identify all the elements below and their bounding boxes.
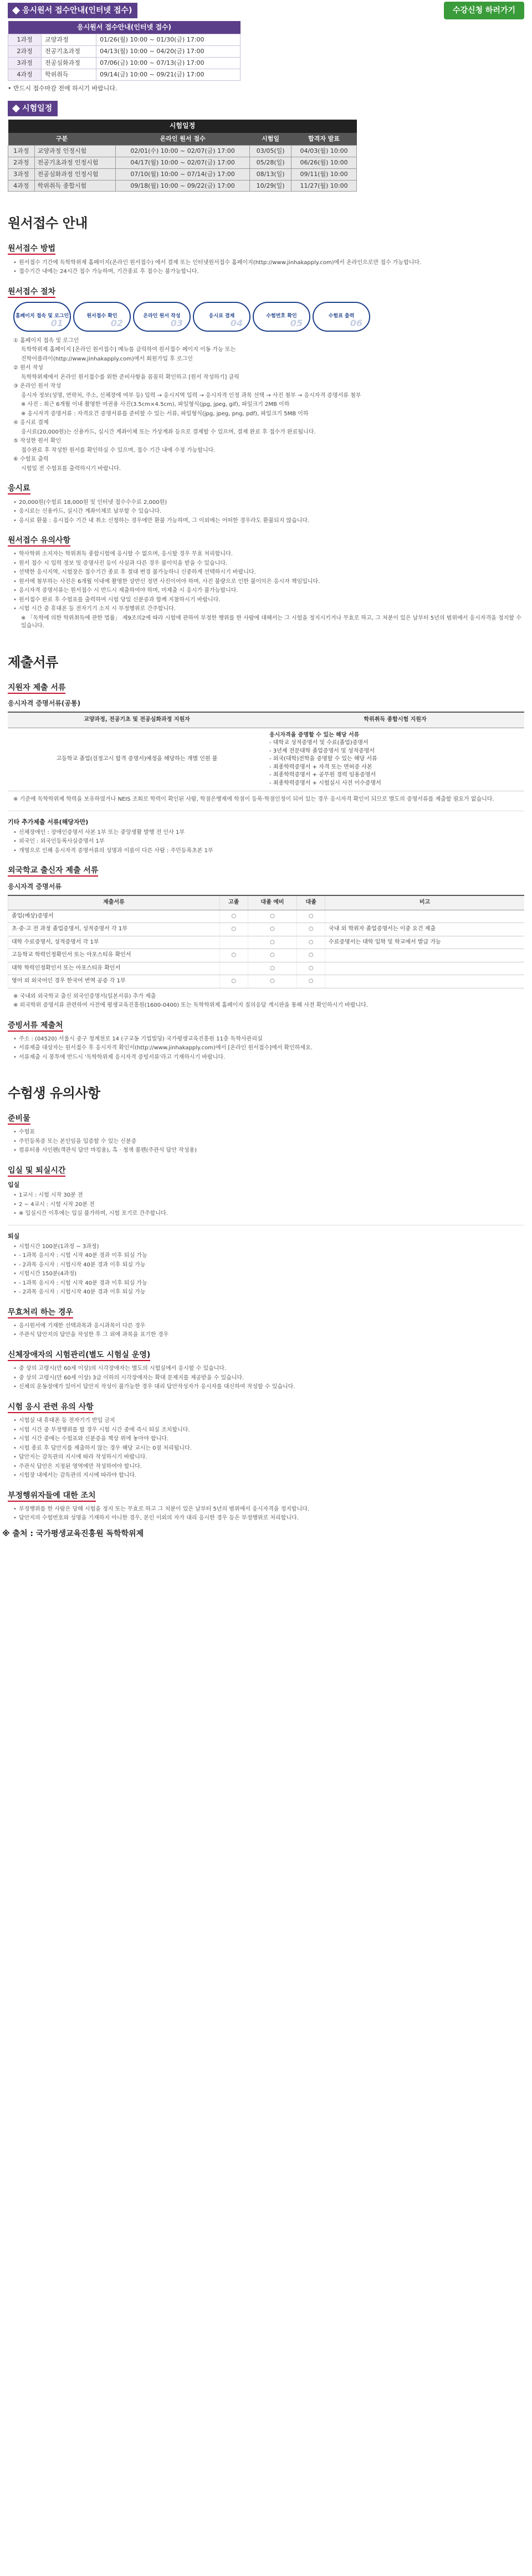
procedure-step-label: 온라인 원서 작성 [143,313,181,320]
submit-item: • 서류제출 시 봉투에 반드시 '독학학위제 응시자격 증빙서류'라고 기재하시기 바랍니다. [13,1054,524,1062]
apply-row [8,46,241,58]
exam-schedule-table [8,120,357,192]
exam-cell: 전공기초과정 인정시험 [34,157,116,168]
items-list [13,1129,524,1155]
fee-item: • 응시료는 신용카드, 실시간 계좌이체로 납부할 수 있습니다. [13,508,524,516]
exam-cell: 04/03(월) 10:00 [291,145,357,157]
rule-item: • 답안지는 감독관의 지시에 따라 작성하시기 바랍니다. [13,1454,524,1462]
exit-list [13,1243,524,1297]
apply-table-caption: 응시원서 접수안내(인터넷 접수) [8,21,241,34]
foreign-docs-heading: 외국학교 출신자 제출 서류 [8,865,524,876]
procedure-step-number: 06 [350,317,362,328]
apply-cell: 07/06(금) 10:00 ~ 07/13(금) 17:00 [96,58,241,69]
procedure-details [13,337,524,473]
apply-cell: 04/13(월) 10:00 ~ 04/20(금) 17:00 [96,46,241,58]
absence-heading: 무효처리 하는 경우 [8,1307,524,1318]
foreign-cell: ○ [248,923,297,936]
fee-list [13,499,524,525]
foreign-row [8,936,525,949]
exit-item: • - 1과목 응시자 : 시험 시작 40분 경과 이후 퇴실 가능 [13,1280,524,1288]
foreign-cell: ○ [219,923,248,936]
foreign-cell: 초·중·고 전 과정 졸업증명서, 성적증명서 각 1부 [8,923,220,936]
exam-cell: 04/17(월) 10:00 ~ 02/07(금) 17:00 [116,157,250,168]
applicant-right-cell [266,728,524,791]
exam-cell: 전공심화과정 인정시험 [34,168,116,180]
entry-heading: 입실 및 퇴실시간 [8,1165,524,1176]
foreign-note: ※ 외국학위 증명서류 관련하여 사전에 평생교육진흥원(1600-0400) 또는 독학학위제 홈페이지 질의응답 게시판을 통해 사전 확인하시기 바랍니다. [13,1002,369,1009]
foreign-cell [219,936,248,949]
foreign-header: 제출서류 [8,895,220,910]
exam-header-date: 시험일 [250,133,291,145]
exit-item: • - 1과목 응시자 : 시험 시작 40분 경과 이후 퇴실 가능 [13,1252,524,1260]
procedure-detail: ④ 응시료 결제 [13,420,49,426]
foreign-cell: ○ [248,910,297,923]
foreign-cell: 영어 외 외국어인 경우 한국어 번역 공증 각 1부 [8,975,220,988]
rule-item: • 주관식 답안은 지정된 영역에만 작성하여야 합니다. [13,1463,524,1471]
extra-docs-list [13,829,524,856]
exam-row [8,145,357,157]
law-note-block [13,615,524,631]
exit-item: • - 2과목 응시자 : 시험시작 40분 경과 이후 퇴실 가능 [13,1289,524,1297]
foreign-header: 고졸 [219,895,248,910]
foreign-docs-table [8,895,524,988]
required-item: • 주민등록증 또는 본인임을 입증할 수 있는 신분증 [13,1138,524,1146]
apply-cell: 09/14(금) 10:00 ~ 09/21(금) 17:00 [96,69,241,81]
exam-cell: 07/10(월) 10:00 ~ 07/14(금) 17:00 [116,168,250,180]
procedure-heading: 원서접수 절차 [8,286,524,297]
applicant-right-item: - 3년제 전문대학 졸업증명서 및 성적증명서 [269,748,375,754]
rules-list [13,1417,524,1480]
extra-doc-item: • 신체장애인 : 장애인증명서 사본 1부 또는 중앙생활 발행 전 인사 1부 [13,829,524,837]
rule-item: • 시험장 내에서는 감독관의 지시에 따라야 합니다. [13,1472,524,1480]
applicant-right-item: - 외국(대학)전학을 증명할 수 있는 해당 서류 [269,756,377,763]
apply-course-button[interactable]: 수강신청 하러가기 [444,2,524,19]
procedure-step [253,302,310,332]
exam-schedule-badge-label: 시험일정 [22,104,53,114]
procedure-step-label: 수험번호 확인 [266,313,297,320]
foreign-cell: 대학 수료증명서, 성적증명서 각 1부 [8,936,220,949]
exam-cell: 2과정 [8,157,35,168]
entry-title: 입실 [8,1181,20,1189]
exam-cell: 06/26(월) 10:00 [291,157,357,168]
foreign-cell: 졸업(예상)증명서 [8,910,220,923]
caution-item: • 응시자격 증명서류는 원서접수 시 반드시 제출하여야 하며, 미제출 시 응시가 불가능합니다. [13,587,524,595]
exit-item: • - 2과목 응시자 : 시험시작 40분 경과 이후 퇴실 가능 [13,1261,524,1270]
procedure-detail: ③ 온라인 원서 작성 [13,383,62,390]
submit-heading: 증빙서류 제출처 [8,1020,524,1031]
procedure-step-label: 응시료 결제 [208,313,235,320]
required-item: • 수험표 [13,1129,524,1137]
applicant-left-cell: 고등학교 졸업(검정고시 합격 증명서)예정을 해당하는 개별 인원 불 [8,728,266,791]
apply-cell: 학위취득 [42,69,96,81]
exam-cell: 교양과정 인정시험 [34,145,116,157]
foreign-cell: ○ [297,975,325,988]
extra-doc-item: • 개명으로 인해 응시자격 증명서류의 성명과 이름이 다른 사람 : 주민등록초본 1부 [13,847,524,856]
exam-row [8,180,357,192]
foreign-cell: ○ [297,910,325,923]
disability-item: • 신체의 운동장애가 있어서 답안지 작성이 불가능한 경우 대리 답안작성자가 응시자를 대신하여 작성할 수 있습니다. [13,1383,524,1392]
caution-item: • 시험 시간 중 휴대폰 등 전자기기 소지 시 부정행위로 간주합니다. [13,605,524,614]
foreign-cell: ○ [297,936,325,949]
fee-heading: 응시료 [8,483,524,494]
diamond-icon [12,105,20,112]
exit-item: • 시험시간 100분(1과정 ~ 3과정) [13,1243,524,1251]
applicant-right-item: - 대학교 성적증명서 및 수료(졸업)증명서 [269,740,369,746]
disability-list [13,1365,524,1392]
exam-table-caption: 시험일정 [8,120,357,132]
apply-row [8,69,241,81]
exam-row [8,168,357,180]
procedure-detail: ② 원서 작성 [13,365,43,372]
procedure-detail: 접수완료 후 작성한 원서를 확인하실 수 있으며, 접수 기간 내에 수정 가능합니다. [21,447,216,454]
entry-item: • 2 ~ 4교시 : 시험 시작 20분 전 [13,1201,524,1209]
exam-cell: 10/29(일) [250,180,291,192]
extra-docs-heading: 기타 추가제출 서류(해당자만) [8,818,89,826]
procedure-detail: 시험일 전 수험표를 출력하시기 바랍니다. [21,465,121,472]
apply-cell: 2과정 [8,46,42,58]
foreign-cell: ○ [248,962,297,975]
foreign-header: 대졸 예비 [248,895,297,910]
submit-list [13,1035,524,1062]
foreign-docs-subheading: 응시자격 증명서류 [8,882,62,890]
exam-cell: 3과정 [8,168,35,180]
foreign-cell: ○ [248,936,297,949]
exam-cell: 03/05(일) [250,145,291,157]
procedure-step [193,302,250,332]
items-heading: 준비물 [8,1113,524,1124]
rule-item: • 시험 시간 중에는 수험표와 신분증을 책상 위에 놓아야 합니다. [13,1435,524,1444]
exam-cell: 05/28(일) [250,157,291,168]
procedure-step-number: 01 [50,317,63,328]
applicant-right-title: 응시자격을 증명할 수 있는 해당 서류 [269,731,360,738]
cheating-item: • 답안지의 수험번호와 성명을 기재하지 아니한 경우, 본인 이외의 자가 대리 응시한 경우 등은 부정행위로 처리합니다. [13,1514,524,1523]
foreign-cell [325,949,524,962]
exam-cell: 11/27(월) 10:00 [291,180,357,192]
exit-item: • 시험시간 150분(4과정) [13,1270,524,1279]
applicant-right-item: - 최종학력증명서 + 자격 또는 면허증 사본 [269,764,372,770]
applicant-docs-heading: 지원자 제출 서류 [8,682,524,693]
applicant-col-1: 교양과정, 전공기초 및 전공심화과정 지원자 [8,712,266,728]
top-bar [0,2,532,19]
foreign-cell: 수료증명서는 대학 입학 및 학교에서 발급 가능 [325,936,524,949]
apply-cell: 전공심화과정 [42,58,96,69]
fee-item: • 응시료 환불 : 응시접수 기간 내 취소 신청하는 경우에만 환불 가능하며, 그 이외에는 어떠한 경우라도 환불되지 않습니다. [13,517,524,525]
applicant-docs-subheading: 응시자격 증명서류(공통) [8,699,81,708]
apply-row [8,58,241,69]
foreign-cell: ○ [248,949,297,962]
procedure-step-number: 05 [290,317,303,328]
apply-cell: 01/26(월) 10:00 ~ 01/30(금) 17:00 [96,34,241,46]
extra-doc-item: • 외국인 : 외국인등록사실증명서 1부 [13,838,524,846]
foreign-row [8,949,525,962]
foreign-cell: 국내 외 학위자 졸업증명서는 이중 요건 제출 [325,923,524,936]
procedure-step-label: 홈페이지 접속 및 로그인 [15,313,69,320]
docs-section-title: 제출서류 [8,654,58,670]
exam-cell: 08/13(일) [250,168,291,180]
procedure-detail: 독학학위제에서 온라인 원서접수를 위한 준비사항을 꼼꼼히 확인하고 [원서 작성하기] 클릭 [21,374,239,380]
cheating-list [13,1506,524,1523]
foreign-cell: ○ [219,975,248,988]
foreign-cell: ○ [219,949,248,962]
procedure-steps [13,302,524,332]
caution-item: • 원서에 첨부하는 사진은 6개월 이내에 촬영한 상반신 정면 사진이어야 하며, 사진 불량으로 인한 불이익은 응시자 책임입니다. [13,578,524,586]
caution-item: • 원서 접수 시 입력 정보 및 증명사진 등이 사실과 다른 경우 불이익을 받을 수 있습니다. [13,560,524,568]
procedure-detail: ※ 응시자격 증명서류 : 자격요건 증명서류를 준비할 수 있는 서류, 파일형식(jpg, jpeg, png, pdf), 파일크기 5MB 이하 [21,410,309,417]
procedure-step-label: 수험표 출력 [328,313,355,320]
apply-section-title: 원서접수 안내 [8,215,88,231]
cheating-heading: 부정행위자들에 대한 조치 [8,1490,524,1501]
fee-item: • 20,000원(수험료 18,000원 및 인터넷 접수수수료 2,000원) [13,499,524,507]
procedure-detail: ⑤ 작성한 원서 확인 [13,438,62,445]
cautions-list [13,550,524,614]
procedure-step-number: 04 [230,317,243,328]
exit-title: 퇴실 [8,1232,20,1240]
foreign-cell [219,962,248,975]
rule-item: • 시험 종료 후 답안지를 제출하지 않는 경우 해당 교시는 0점 처리됩니다. [13,1445,524,1453]
required-item: • 컴퓨터용 사인펜(객관식 답안 마킹용), 흑 · 청색 볼펜(주관식 답안 작성용) [13,1147,524,1155]
apply-cell: 전공기초과정 [42,46,96,58]
law-note: ※ 「독학에 의한 학위취득에 관한 법률」 제9조의2에 따라 시험에 관하여 부정한 행위를 한 사람에 대해서는 그 시험을 정지시키거나 무효로 하고, 그 처분이 있은 날부터 5년의 범위에서 응시자격을 정지할 수 있습니다. [21,615,521,630]
cheating-item: • 부정행위를 한 사람은 당해 시험을 정지 또는 무효로 하고 그 처분이 있은 날부터 5년의 범위에서 응시자격을 정지합니다. [13,1506,524,1514]
disability-heading: 신체장애자의 시험관리(별도 시험실 운영) [8,1349,524,1361]
absence-item: • 주관식 답안지의 답안을 작성한 후 그 외에 과목을 표기한 경우 [13,1331,524,1339]
entry-item: • ※ 입실시간 이후에는 입실 불가하며, 시험 포기로 간주합니다. [13,1210,524,1218]
exam-cell: 02/01(수) 10:00 ~ 02/07(금) 17:00 [116,145,250,157]
applicant-right-item: - 최종학력증명서 + 공무원 경력 임용증명서 [269,772,376,779]
applicant-right-item: - 최종학력증명서 + 시험실시 사전 이수증명서 [269,780,381,786]
foreign-header: 대졸 [297,895,325,910]
method-heading: 원서접수 방법 [8,243,524,254]
foreign-row [8,923,525,936]
method-item: • 원서접수 기간에 독학학위제 홈페이지(온라인 원서접수) 에서 결제 또는 인터넷원서접수 홈페이지(http://www.jinhakapply.com)에서 온라인으로만 접수 가능합니다. [13,259,524,267]
foreign-cell: ○ [297,923,325,936]
foreign-cell: ○ [297,962,325,975]
exam-cell: 학위취득 종합시험 [34,180,116,192]
rule-item: • 시험실 내 휴대폰 등 전자기기 반입 금지 [13,1417,524,1425]
procedure-detail: ※ 사진 : 최근 6개월 이내 촬영한 여권용 사진(3.5cm×4.5cm), 파일형식(jpg, jpeg, gif), 파일크기 2MB 이하 [21,401,290,408]
foreign-cell: ○ [297,949,325,962]
procedure-step [13,302,71,332]
foreign-row [8,975,525,988]
procedure-step [313,302,370,332]
procedure-detail: ⑥ 수험표 출력 [13,456,49,463]
foreign-cell: 대학 학력인정확인서 또는 아포스티유 확인서 [8,962,220,975]
exam-header-result: 합격자 발표 [291,133,357,145]
rules-heading: 시험 응시 관련 유의 사항 [8,1402,524,1413]
apply-cell: 교양과정 [42,34,96,46]
procedure-step [73,302,131,332]
cautions-heading: 원서접수 유의사항 [8,535,524,546]
procedure-detail: ① 홈페이지 접속 및 로그인 [13,337,79,344]
submit-item: • 서류제출 대상자는 원서접수 후 응시자격 확인서(http://www.jinhakapply.com)에서 [온라인 원서접수]에서 확인하세요. [13,1044,524,1053]
exam-header-category: 구분 [8,133,116,145]
exam-cell: 1과정 [8,145,35,157]
submit-item: • 주소 : (04520) 서울시 중구 청계천로 14 (구교동 기업빌딩) 국가평생교육진흥원 11층 독학사관리실 [13,1035,524,1044]
procedure-step-number: 02 [110,317,123,328]
foreign-header: 비고 [325,895,524,910]
exam-cell: 4과정 [8,180,35,192]
notice-section-title: 수험생 유의사항 [8,1085,100,1101]
apply-info-badge-label: 응시원서 접수안내(인터넷 접수) [22,6,132,15]
disability-item: • 중 상의 고령시(만 60세 이상) 3급 이하의 시각장애자는 확대 문제지를 제공받을 수 있습니다. [13,1374,524,1383]
apply-cell: 3과정 [8,58,42,69]
foreign-row [8,910,525,923]
foreign-cell [325,910,524,923]
caution-item: • 학사학위 소지자는 학위취득 종합시험에 응시할 수 없으며, 응시할 경우 무효 처리합니다. [13,550,524,559]
foreign-cell: ○ [248,975,297,988]
method-item: • 접수기간 내에는 24시간 접수 가능하며, 기간종료 후 접수는 불가능합니다. [13,268,524,276]
foreign-row [8,962,525,975]
foreign-cell: ○ [219,910,248,923]
apply-cell: 1과정 [8,34,42,46]
apply-schedule-table [8,21,241,81]
procedure-detail: 응시료(20,000원)는 신용카드, 실시간 계좌이체 또는 가상계좌 등으로 결제할 수 있으며, 결제 완료 후 접수가 완료됩니다. [21,429,316,435]
caution-item: • 선택한 응시지역, 시험장은 접수기간 종료 후 절대 변경 불가능하니 신중하게 선택하시기 바랍니다. [13,569,524,577]
procedure-detail: 진학어플라이(http://www.jinhakapply.com)에서 회원가입 후 로그인 [21,356,193,362]
source-footer: ※ 출처 : 국가평생교육진흥원 독학학위제 [2,1529,144,1538]
foreign-notes [13,993,524,1010]
absence-item: • 응시원서에 기재한 선택과목과 응시과목이 다른 경우 [13,1322,524,1331]
procedure-step-label: 원서접수 확인 [86,313,117,320]
foreign-cell: 고등학교 학력인정확인서 또는 아포스티유 확인서 [8,949,220,962]
applicant-note-block [13,796,524,804]
foreign-cell [325,962,524,975]
rule-item: • 시험 시간 중 부정행위를 할 경우 시험 시간 중에 즉시 퇴실 조치합니다. [13,1426,524,1435]
applicant-col-2: 학위취득 종합시험 지원자 [266,712,524,728]
disability-item: • 중 상의 고령시(만 60세 이상)의 시각장애자는 별도의 시험실에서 응시할 수 있습니다. [13,1365,524,1373]
foreign-cell [325,975,524,988]
exam-header-online: 온라인 원서 접수 [116,133,250,145]
absence-list [13,1322,524,1339]
method-list [13,259,524,276]
entry-item: • 1교시 : 시험 시작 30분 전 [13,1192,524,1200]
exam-cell: 09/18(월) 10:00 ~ 09/22(금) 17:00 [116,180,250,192]
procedure-step [133,302,191,332]
exam-schedule-badge [8,101,58,116]
exam-cell: 09/11(월) 10:00 [291,168,357,180]
apply-row [8,34,241,46]
caution-item: • 원서접수 완료 후 수험표를 출력하여 시험 당일 신분증과 함께 지참하시기 바랍니다. [13,596,524,605]
apply-note: • 반드시 접수마감 전에 하시기 바랍니다. [8,85,117,92]
foreign-note: ※ 국내외 외국학교 출신 외국인증명서(일본서류) 추가 제출 [13,993,156,1000]
diamond-icon [12,7,20,14]
procedure-step-number: 03 [170,317,183,328]
apply-cell: 4과정 [8,69,42,81]
applicant-note: ※ 기준에 독학학위제 학력을 보유하였거나 NEIS 조회로 학력이 확인된 사람, 학점은행제에 학점이 등록·학점인정이 되어 있는 경우 응시자격 확인이 되므로 별도의 증명서류를 제출할 필요가 없습니다. [13,796,494,803]
entry-list [13,1192,524,1218]
apply-info-badge [8,3,137,18]
procedure-detail: 독학학위제 홈페이지 [온라인 원서접수] 메뉴를 클릭하여 원서접수 페이지 이동 가능 또는 [21,347,236,353]
applicant-docs-table [8,712,524,791]
exam-row [8,157,357,168]
procedure-detail: 응시자 정보(성명, 연락처, 주소, 신체장애 여부 등) 입력 → 응시지역 입력 → 응시자격 인정 과목 선택 → 사진 첨부 → 응시자격 증명서류 첨부 [21,392,361,399]
